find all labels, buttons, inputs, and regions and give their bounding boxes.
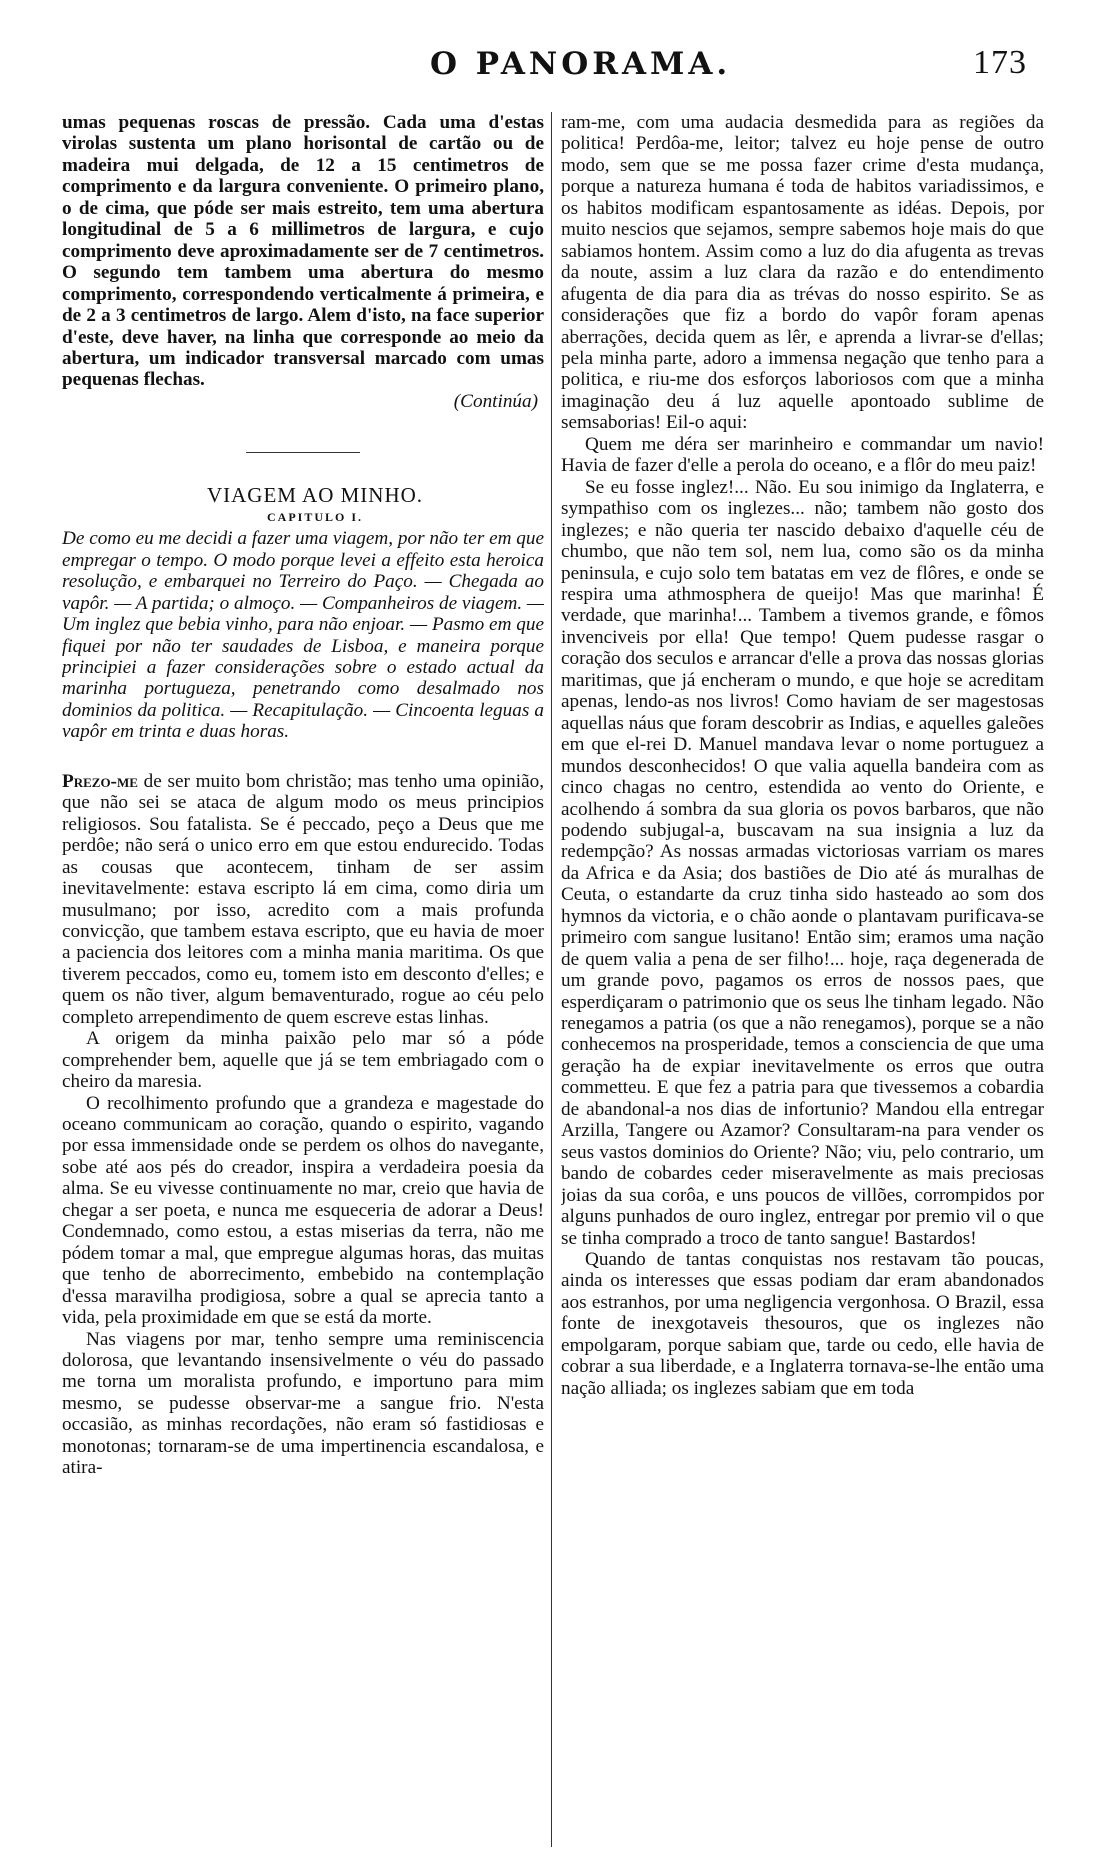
column-divider bbox=[551, 112, 552, 1847]
paragraph-text: de ser muito bom christão; mas tenho uma opinião, que não sei se ataca de algum modo os meus principios religiosos. Sou fatalista. Se é peccado, peço a Deus que me perdôe; não será o unico erro em que estou endurecido. Todas as cousas que acontecem, tinham de ser assim inevitavelmente: estava escripto lá em cima, como diria um musulmano; por isso, acredito com a mais profunda convicção, que tambem estava escripto, que eu havia de moer a paciencia dos leitores com a minha mania maritima. Os que tiverem peccados, como eu, tomem isto em desconto d'elles; e quem os não tiver, algum bemaventurado, rogue ao céu pelo completo arrependimento de quem escreve estas linhas. bbox=[62, 770, 544, 1028]
body-paragraph: Se eu fosse inglez!... Não. Eu sou inimigo da Inglaterra, e sympathiso com os inglezes... não; tambem não gosto dos inglezes; e não queria ter nascido debaixo d'aquelle céu de chumbo, que não tem sol, nem lua, como são os da minha peninsula, e cujo solo tem batatas em vez de flôres, e onde se respira uma athmosphera de queijo! Mas que marinha! É verdade, que marinha!... Tambem a tivemos grande, e fômos invenciveis por ella! Que tempo! Quem pudesse rasgar o coração dos seculos e arrancar d'elle a prova das nossas glorias maritimas, que já encheram o mundo, e que hoje se acreditam apenas, lendo-as nos livros! Como haviam de ser magestosas aquellas náus que foram descobrir as Indias, e aquelles galeões em que el-rei D. Manuel mandava levar o nome portuguez a mundos desconhecidos! O que valia aquella bandeira com as cinco chagas no centro, estendida ao vento do Oriente, e acolhendo á sombra da sua gloria os povos barbaros, que não podendo subjugal-a, buscavam na sua insignia a luz da redempção? As nossas armadas victoriosas varriam os mares da Africa e da Asia; dos bastiões de Dio até ás muralhas de Ceuta, o estandarte da cruz tinha sido hasteado ao som dos hymnos da victoria, e o chão aonde o plantavam purificava-se primeiro com sangue lusitano! Então sim; eramos uma nação de quem valia a pena de ser filho!... hoje, raça degenerada de um grande povo, pagamos os erros de nossos paes, que esperdiçaram o patrimonio que os seus lhe tinham legado. Não renegamos a patria (os que a não renegamos), porque se a não conhecemos na prosperidade, temos a consciencia de que uma geração ha de expiar inevitavelmente os erros que outra commetteu. E que fez a patria para que tivessemos a cobardia de abandonal-a nos dias de infortunio? Mandou ella entregar Arzilla, Tangere ou Azamor? Consultaram-na para vender os seus vastos dominios do Oriente? Não; viu, pelo contrario, um bando de cobardes ceder miseravelmente as mais preciosas joias da sua corôa, e uns poucos de villões, corrompidos por alguns punhados de ouro inglez, entregar por premio vil o que se tinha comprado a troco de tanto sangue! Bastardos! bbox=[561, 476, 1044, 1249]
body-paragraph: O recolhimento profundo que a grandeza e magestade do oceano communicam ao coração, quando o espirito, vagando por essa immensidade onde se perdem os olhos do navegante, sobe até aos pés do creador, inspira a verdadeira poesia da alma. Se eu vivesse continuamente no mar, creio que havia de chegar a ser poeta, e nunca me esqueceria de adorar a Deus! Condemnado, como estou, a estas miserias da terra, não me pódem tomar a mal, que empregue algumas horas, das muitas que tenho de aborrecimento, embebido na contemplação d'essa maravilha prodigiosa, sobre a qual se aprecia tanto a vida, pela proximidade em que se está da morte. bbox=[62, 1092, 544, 1329]
page-header bbox=[0, 46, 1100, 96]
chapter-summary: De como eu me decidi a fazer uma viagem, por não ter em que empregar o tempo. O modo porque levei a effeito esta heroica resolução, e embarquei no Terreiro do Paço. — Chegada ao vapôr. — A partida; o almoço. — Companheiros de viagem. — Um inglez que bebia vinho, para não enjoar. — Pasmo em que fiquei por não ter saudades de Lisboa, e maneira porque principiei a fazer considerações sobre o estado actual da marinha portugueza, penetrando como desalmado nos dominios da politica. — Recapitulação. — Cincoenta leguas a vapôr em trinta e duas horas. bbox=[62, 528, 544, 743]
continua-note: (Continúa) bbox=[453, 390, 538, 412]
body-paragraph: Nas viagens por mar, tenho sempre uma reminiscencia dolorosa, que levantando insensivelmente o véu do passado me torna um moralista profundo, e importuno para mim mesmo, se pudesse observar-me a sangue frio. N'esta occasião, as minhas recordações, não eram só fastidiosas e monotonas; tornaram-se de uma impertinencia escandalosa, e atira- bbox=[62, 1328, 544, 1479]
article-continuation-paragraph: umas pequenas roscas de pressão. Cada uma d'estas virolas sustenta um plano horisontal de cartão ou de madeira mui delgada, de 12 a 15 centimetros de comprimento e da largura conveniente. O primeiro plano, o de cima, que póde ser mais estreito, tem uma abertura longitudinal de 5 a 6 millimetros de largura, e cujo comprimento deve aproximadamente ser de 7 centimetros. O segundo tem tambem uma abertura do mesmo comprimento, correspondendo verticalmente á primeira, e de 2 a 3 centimetros de largo. Alem d'isto, na face superior d'este, deve haver, na linha que corresponde ao meio da abertura, um indicador transversal marcado com umas pequenas flechas. bbox=[62, 112, 544, 391]
body-paragraph: Quem me déra ser marinheiro e commandar um navio! Havia de fazer d'elle a perola do oceano, e a flôr do meu paiz! bbox=[561, 433, 1044, 477]
left-column bbox=[62, 112, 544, 1847]
journal-title: O PANORAMA. bbox=[430, 46, 732, 82]
right-column bbox=[561, 112, 1044, 1847]
body-paragraph: A origem da minha paixão pelo mar só a póde comprehender bem, aquelle que já se tem embriagado com o cheiro da maresia. bbox=[62, 1028, 544, 1093]
chapter-label: CAPITULO I. bbox=[266, 509, 363, 524]
body-paragraph: Quando de tantas conquistas nos restavam tão poucas, ainda os interesses que essas podiam dar eram abandonados aos estranhos, por uma negligencia vergonhosa. O Brazil, essa fonte de inexgotaveis thesouros, que os inglezes não empolgaram, porque sabiam que, tarde ou cedo, elle havia de cobrar a sua liberdade, e a Inglaterra tornava-se-lhe então uma nação alliada; os inglezes sabiam que em toda bbox=[561, 1249, 1044, 1399]
section-divider bbox=[246, 452, 360, 453]
body-paragraph bbox=[62, 771, 544, 1028]
body-paragraph: ram-me, com uma audacia desmedida para as regiões da politica! Perdôa-me, leitor; talvez eu hoje pense de outro modo, sem que se me possa fazer crime d'esta mudança, porque a natureza humana é toda de habitos variadissimos, e os habitos modificam espantosamente as idéas. Depois, por muito nescios que sejamos, sempre sabemos hoje mais do que sabiamos hontem. Assim como a luz do dia afugenta as trevas da noute, assim a luz clara da razão e do entendimento afugenta de dia para dia as trévas do nosso espirito. Se as considerações que fiz a bordo do vapôr foram apenas aberrações, decida quem as lêr, e aprenda a livrar-se d'ellas; pela minha parte, adoro a immensa negação que tenho para a politica, e riu-me dos esforços laboriosos com que a minha imaginação deu á luz aquelle apontoado sublime de semsaborias! Eil-o aqui: bbox=[561, 112, 1044, 434]
page-number: 173 bbox=[973, 44, 1027, 81]
paragraph-lead: Prezo-me bbox=[62, 770, 138, 792]
section-title: VIAGEM AO MINHO. bbox=[206, 483, 424, 508]
